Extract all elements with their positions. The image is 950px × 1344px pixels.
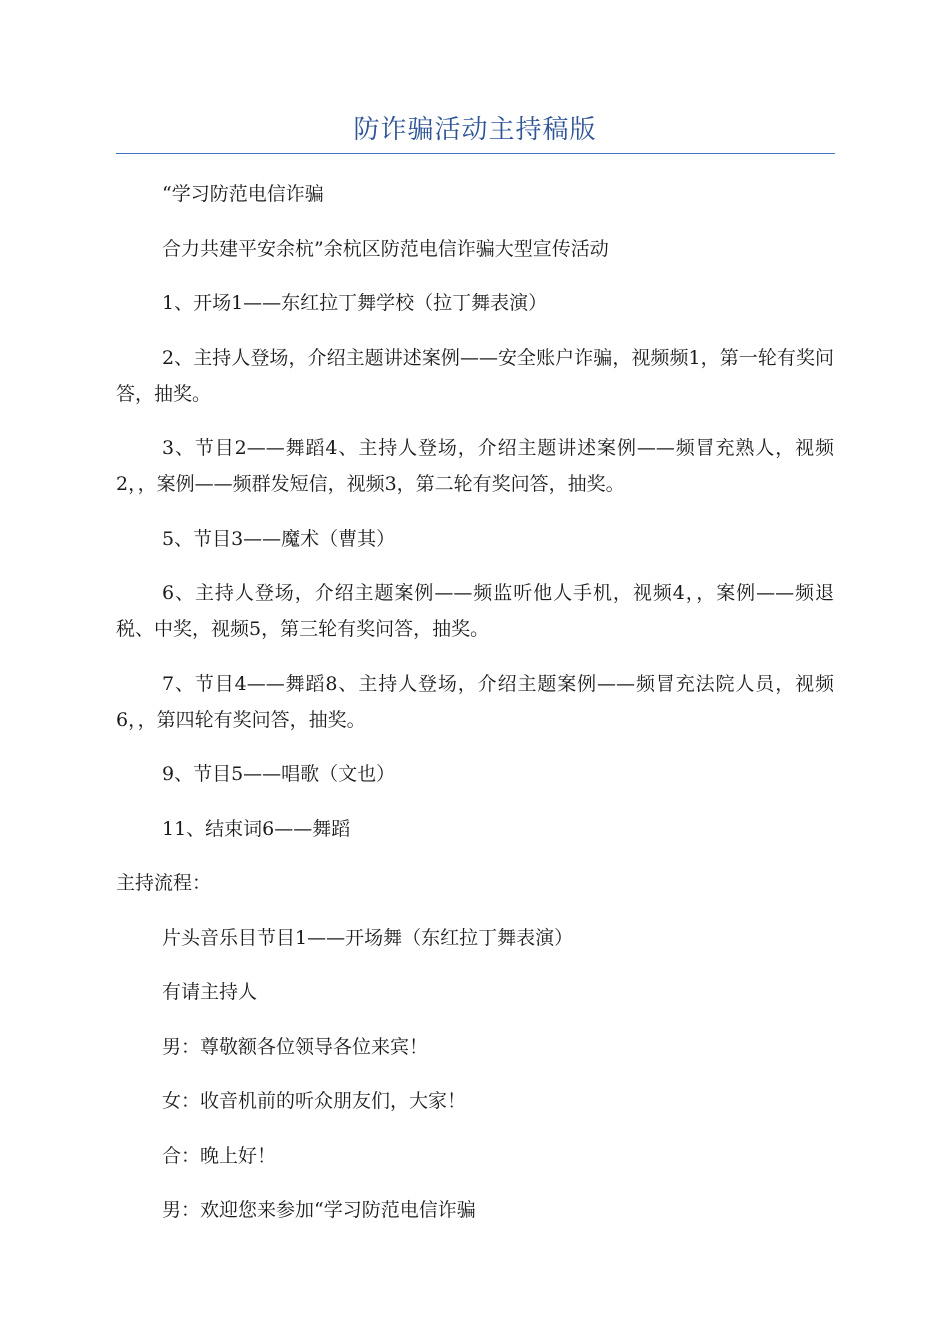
paragraph: 6、主持人登场，介绍主题案例——频监听他人手机，视频4，，案例——频退税、中奖，视频5，第三轮有奖问答，抽奖。: [116, 582, 834, 640]
document-body: [116, 176, 834, 1247]
paragraph: 3、节目2——舞蹈4、主持人登场，介绍主题讲述案例——频冒充熟人，视频2，，案例——频群发短信，视频3，第二轮有奖问答，抽奖。: [116, 437, 834, 495]
paragraph: 11、结束词6——舞蹈: [162, 817, 351, 840]
section-heading: 主持流程：: [116, 872, 212, 894]
dialogue-line: 合：晚上好！: [162, 1144, 277, 1167]
paragraph: “学习防范电信诈骗: [162, 183, 324, 205]
paragraph: 2、主持人登场，介绍主题讲述案例——安全账户诈骗，视频频1，第一轮有奖问答，抽奖。: [116, 346, 834, 405]
paragraph: 7、节目4——舞蹈8、主持人登场，介绍主题案例——频冒充法院人员，视频6，，第四轮有奖问答，抽奖。: [116, 672, 834, 731]
document-title: 防诈骗活动主持稿版: [353, 115, 597, 145]
paragraph: 合力共建平安余杭”余杭区防范电信诈骗大型宣传活动: [162, 237, 609, 260]
title-underline: [116, 153, 835, 154]
dialogue-line: 女：收音机前的听众朋友们，大家！: [162, 1090, 467, 1112]
paragraph: 5、节目3——魔术（曹其）: [162, 527, 396, 550]
paragraph: 片头音乐目节目1——开场舞（东红拉丁舞表演）: [162, 926, 574, 949]
dialogue-line: 男：欢迎您来参加“学习防范电信诈骗: [162, 1199, 476, 1221]
paragraph: 1、开场1——东红拉丁舞学校（拉丁舞表演）: [162, 292, 548, 314]
dialogue-line: 男：尊敬额各位领导各位来宾！: [162, 1035, 429, 1058]
paragraph: 9、节目5——唱歌（文也）: [162, 763, 396, 785]
paragraph: 有请主持人: [162, 981, 258, 1003]
